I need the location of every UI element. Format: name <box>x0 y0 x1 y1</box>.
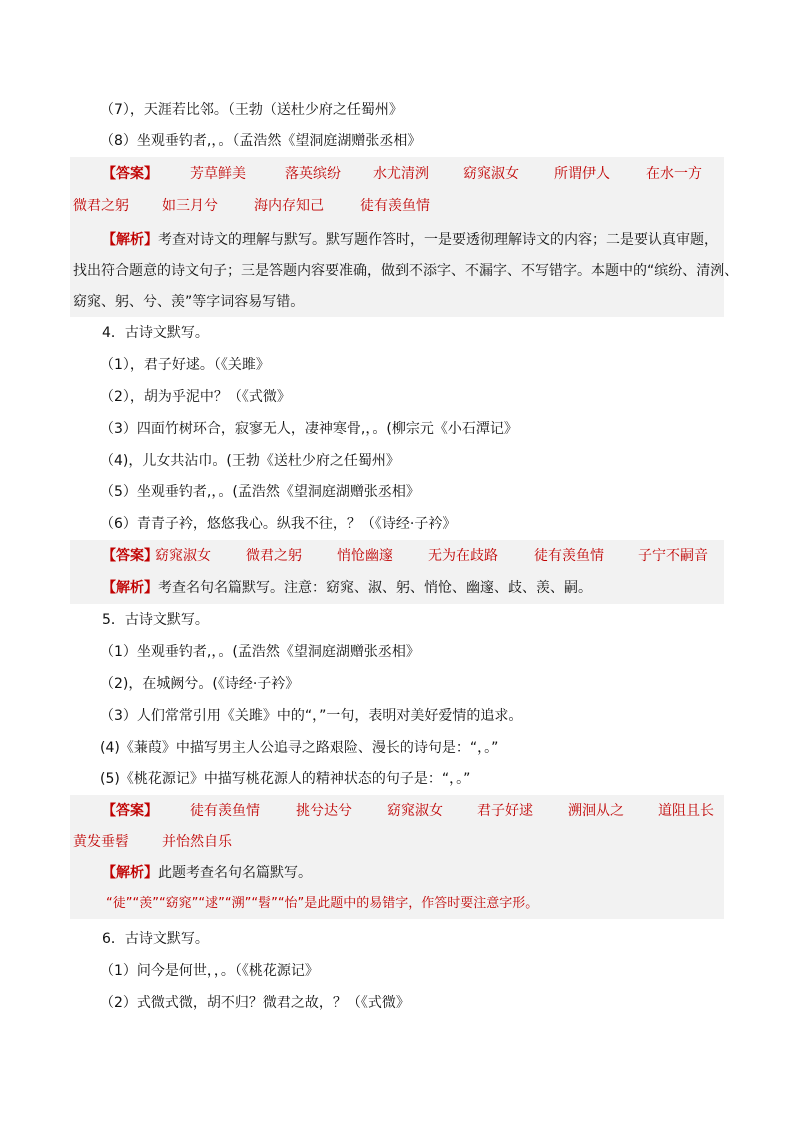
answer-item: 海内存知己 <box>254 198 324 214</box>
analysis-text: 此题考查名句名篇默写。 <box>158 865 312 881</box>
answer-item: 水尤清洌 <box>373 166 429 182</box>
q5-item: （1）坐观垂钓者,，。(孟浩然《望洞庭湖赠张丞相》 <box>100 644 420 660</box>
q5-title: 5．古诗文默写。 <box>102 612 209 628</box>
answer-item: 窈窕淑女 <box>387 803 443 819</box>
q4-item: （2），胡为乎泥中？（《式微》 <box>100 389 291 405</box>
analysis-line: 找出符合题意的诗文句子；三是答题内容要准确，做到不添字、不漏字、不写错字。本题中的“缤纷、清洌、 <box>73 263 739 279</box>
analysis-label: 【解析】 <box>102 232 158 248</box>
answer-box-q4 <box>70 540 724 604</box>
answer-item: 微君之躬 <box>246 548 302 564</box>
answer-item: 君子好逑 <box>477 803 533 819</box>
answer-row <box>70 196 724 216</box>
answer-label: 【答案】 <box>102 166 158 182</box>
answer-item: 如三月兮 <box>162 198 218 214</box>
answer-item: 窈窕淑女 <box>463 166 519 182</box>
q6-item: （1）问今是何世，，。（《桃花源记》 <box>100 963 319 979</box>
answer-item: 挑兮达兮 <box>296 803 352 819</box>
answer-item: 芳草鲜美 <box>190 166 246 182</box>
analysis-label: 【解析】 <box>102 580 158 596</box>
item-7: （7），天涯若比邻。（王勃（送杜少府之任蜀州》 <box>100 102 403 118</box>
answer-item: 微君之躬 <box>73 198 129 214</box>
analysis-line <box>102 230 716 250</box>
q6-item: （2）式微式微，胡不归？微君之故，？（《式微》 <box>100 995 410 1011</box>
analysis-line <box>102 863 716 883</box>
error-prone-note: “徒”“羡”“窈窕”“逑”“溯”“髫”“怡”是此题中的易错字，作答时要注意字形。 <box>106 896 539 911</box>
q4-title: 4．古诗文默写。 <box>102 325 209 341</box>
answer-row <box>70 546 724 566</box>
answer-box-q5 <box>70 795 724 919</box>
answer-label: 【答案】 <box>102 548 158 564</box>
answer-item: 徒有羡鱼情 <box>190 803 260 819</box>
q5-item: （2)，在城阙兮。(《诗经·子衿》 <box>100 676 300 692</box>
answer-item: 黄发垂髫 <box>73 834 129 850</box>
answer-row <box>70 832 724 852</box>
answer-row <box>70 164 724 184</box>
answer-item: 在水一方 <box>646 166 702 182</box>
item-8: （8）坐观垂钓者,，。（孟浩然《望洞庭湖赠张丞相》 <box>100 133 422 149</box>
q4-item: （3）四面竹树环合，寂寥无人，凄神寒骨,，。(柳宗元《小石潭记》 <box>100 421 518 437</box>
answer-item: 子宁不嗣音 <box>638 548 708 564</box>
answer-item: 落英缤纷 <box>285 166 341 182</box>
q5-item: (5)《桃花源记》中描写桃花源人的精神状态的句子是：“，。” <box>100 771 471 787</box>
answer-item: 并怡然自乐 <box>162 834 232 850</box>
answer-item: 徒有羡鱼情 <box>534 548 604 564</box>
q6-title: 6．古诗文默写。 <box>102 931 209 947</box>
q4-item: （6）青青子衿，悠悠我心。纵我不往，？（《诗经·子衿》 <box>100 516 457 532</box>
q4-item: （5）坐观垂钓者,，。(孟浩然《望洞庭湖赠张丞相》 <box>100 484 420 500</box>
answer-label: 【答案】 <box>102 803 158 819</box>
analysis-text: 考查对诗文的理解与默写。默写题作答时，一是要透彻理解诗文的内容；二是要认真审题， <box>158 232 718 248</box>
analysis-line <box>102 578 716 598</box>
answer-item: 徒有羡鱼情 <box>360 198 430 214</box>
answer-item: 悄怆幽邃 <box>337 548 393 564</box>
q4-item: （4)，儿女共沾巾。(王勃《送杜少府之任蜀州》 <box>100 453 400 469</box>
answer-box-1 <box>70 157 739 317</box>
answer-row <box>70 801 724 821</box>
q4-item: （1），君子好逑。（《关雎》 <box>100 357 270 373</box>
answer-item: 无为在歧路 <box>428 548 498 564</box>
answer-item: 溯洄从之 <box>568 803 624 819</box>
q5-item: (4)《蒹葭》中描写男主人公追寻之路艰险、漫长的诗句是：“，。” <box>100 740 499 756</box>
q5-item: （3）人们常常引用《关雎》中的“，”一句，表明对美好爱情的追求。 <box>100 708 523 724</box>
analysis-label: 【解析】 <box>102 865 158 881</box>
answer-item: 窈窕淑女 <box>155 548 211 564</box>
analysis-line: 窈窕、躬、兮、羡”等字词容易写错。 <box>73 294 305 310</box>
answer-item: 所谓伊人 <box>554 166 610 182</box>
answer-item: 道阻且长 <box>658 803 714 819</box>
analysis-text: 考查名句名篇默写。注意：窈窕、淑、躬、悄怆、幽邃、歧、羡、嗣。 <box>158 580 592 596</box>
